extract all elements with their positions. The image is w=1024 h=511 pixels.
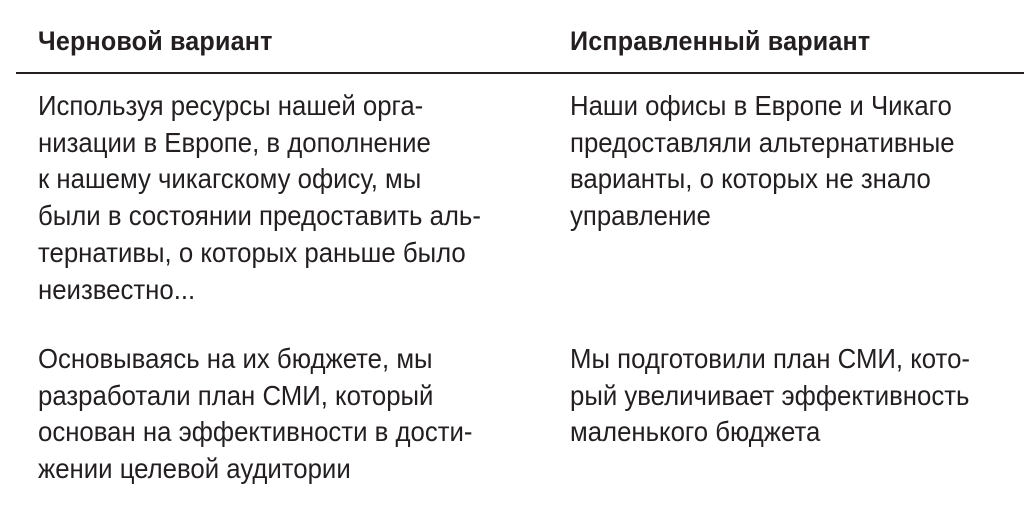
text-line: Наши офисы в Европе и Чикаго (570, 90, 952, 121)
text-line: Используя ресурсы нашей орга- (38, 90, 424, 121)
row-1-revised-cell (570, 88, 955, 235)
text-line: управление (570, 200, 711, 232)
header-divider (16, 72, 1024, 74)
header-revised: Исправленный вариант (570, 26, 871, 56)
text-line: низации в Европе, в дополнение (38, 126, 431, 158)
text-line: тернативы, о которых раньше было (38, 236, 466, 268)
text-line: неизвестно... (38, 273, 196, 305)
text-line: Основываясь на их бюджете, мы (38, 343, 433, 374)
text-line: к нашему чикагскому офису, мы (38, 163, 422, 195)
row-1-draft-cell (38, 88, 481, 308)
row-2-draft-cell (38, 341, 472, 488)
header-draft: Черновой вариант (38, 26, 273, 56)
text-line: предоставляли альтернативные (570, 126, 955, 158)
text-line: варианты, о которых не знало (570, 163, 931, 195)
text-line: Мы подготовили план СМИ, кото- (570, 343, 970, 374)
text-line: жении целевой аудитории (38, 453, 351, 485)
text-line: основан на эффективности в дости- (38, 416, 473, 448)
text-line: маленького бюджета (570, 416, 821, 448)
row-2-revised-cell (570, 341, 970, 451)
text-line: разработали план СМИ, который (38, 379, 434, 411)
text-line: были в состоянии предоставить аль- (38, 200, 481, 232)
text-line: рый увеличивает эффективность (570, 379, 970, 411)
